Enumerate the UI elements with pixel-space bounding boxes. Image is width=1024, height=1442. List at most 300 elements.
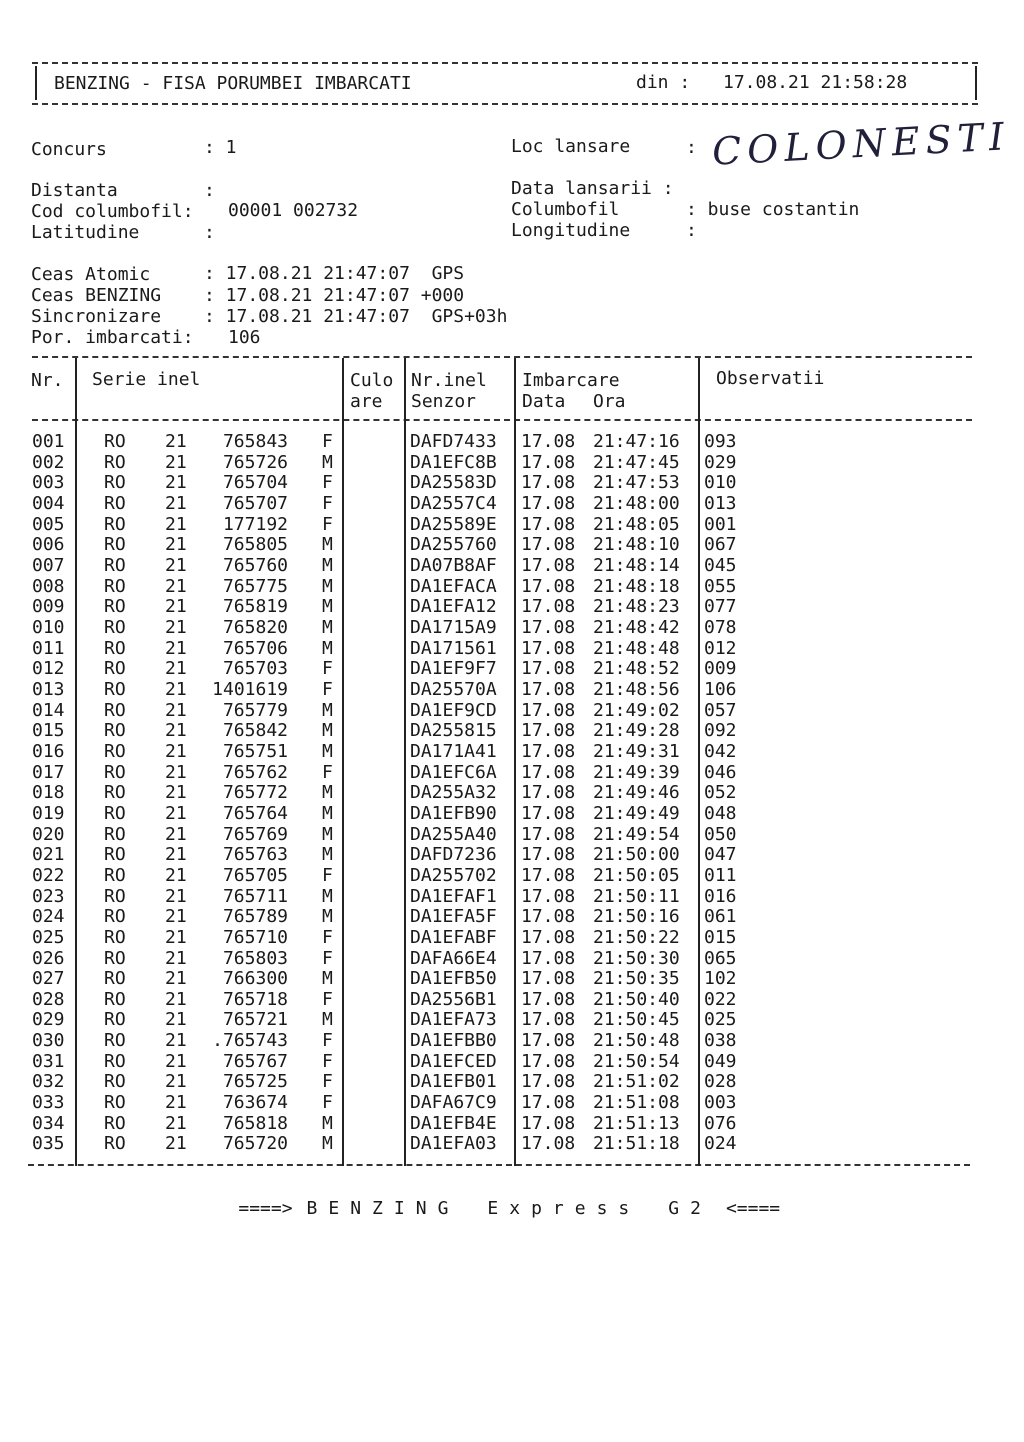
footer-right-arrow: <==== [725,1198,781,1219]
sensor-id: DAFA67C9 [410,1092,497,1114]
cod-label: Cod columbofil: [31,201,194,222]
columbofil-value: : buse costantin [686,199,860,220]
loading-time: 21:51:18 [593,1133,680,1155]
loading-time: 21:51:13 [593,1112,680,1134]
observation: 061 [704,906,737,928]
loading-date: 17.08 [521,431,576,452]
sex: M [322,844,333,866]
row-number: 005 [32,513,65,535]
loading-time: 21:50:45 [593,1009,680,1031]
row-number: 013 [32,678,65,700]
ring-number: 765751 [222,740,288,762]
loading-time: 21:48:48 [593,637,680,659]
ring-country: RO [104,575,126,597]
ring-number: 765763 [222,844,288,866]
ring-country: RO [104,1071,126,1093]
ring-year: 21 [165,1050,187,1072]
ring-year: 21 [165,844,187,866]
ring-year: 21 [165,658,187,680]
loading-date: 17.08 [521,451,576,473]
table-row [0,866,1024,887]
loading-date: 17.08 [521,596,576,618]
ring-country: RO [104,968,126,990]
sincronizare-label: Sincronizare [31,306,162,327]
loading-time: 21:50:35 [593,968,680,990]
sensor-id: DA2556B1 [410,988,497,1010]
sex: M [322,782,333,804]
row-number: 021 [32,844,65,866]
loading-time: 21:47:45 [593,451,680,473]
sensor-id: DA1EFA12 [410,596,497,618]
table-row [0,1052,1024,1073]
row-number: 002 [32,451,65,473]
loading-time: 21:48:18 [593,575,680,597]
loading-time: 21:48:10 [593,534,680,556]
table-row [0,783,1024,804]
observation: 022 [704,988,737,1010]
col-header-nr: Nr. [31,370,64,391]
sensor-id: DA171561 [410,637,497,659]
ring-country: RO [104,906,126,928]
ring-number: 765721 [222,1009,288,1031]
loading-date: 17.08 [521,802,576,824]
table-row [0,473,1024,494]
loading-date: 17.08 [521,575,576,597]
observation: 045 [704,554,737,576]
observation: 049 [704,1050,737,1072]
loading-time: 21:51:02 [593,1071,680,1093]
loading-time: 21:49:49 [593,802,680,824]
ring-country: RO [104,451,126,473]
ring-year: 21 [165,1009,187,1031]
ring-year: 21 [165,1071,187,1093]
sex: M [322,823,333,845]
ring-number: 1401619 [212,678,288,700]
sex: F [322,864,333,886]
sex: M [322,534,333,556]
ring-year: 21 [165,637,187,659]
observation: 092 [704,720,737,742]
ring-country: RO [104,740,126,762]
sensor-id: DA25570A [410,678,497,700]
ring-year: 21 [165,534,187,556]
loading-date: 17.08 [521,823,576,845]
ring-number: 765803 [222,947,288,969]
loading-date: 17.08 [521,678,576,700]
row-number: 025 [32,926,65,948]
table-header-rule [32,419,972,421]
observation: 057 [704,699,737,721]
table-row [0,907,1024,928]
ring-country: RO [104,926,126,948]
row-number: 023 [32,885,65,907]
observation: 015 [704,926,737,948]
loading-date: 17.08 [521,492,576,514]
ring-number: 765764 [222,802,288,824]
ring-country: RO [104,616,126,638]
observation: 003 [704,1092,737,1114]
ring-year: 21 [165,699,187,721]
sensor-id: DA25583D [410,472,497,494]
table-row [0,577,1024,598]
sex: F [322,513,333,535]
loading-time: 21:49:02 [593,699,680,721]
row-number: 001 [32,431,65,452]
loading-date: 17.08 [521,1050,576,1072]
sex: M [322,968,333,990]
loading-date: 17.08 [521,947,576,969]
row-number: 010 [32,616,65,638]
row-number: 030 [32,1030,65,1052]
observation: 048 [704,802,737,824]
table-row [0,680,1024,701]
loading-time: 21:49:46 [593,782,680,804]
observation: 078 [704,616,737,638]
sensor-id: DA255702 [410,864,497,886]
loading-time: 21:48:56 [593,678,680,700]
loading-time: 21:51:08 [593,1092,680,1114]
sex: F [322,947,333,969]
ceas-benzing-value: : 17.08.21 21:47:07 +000 [204,285,465,306]
ring-year: 21 [165,988,187,1010]
col-header-data: Data [522,391,566,412]
sex: F [322,926,333,948]
row-number: 014 [32,699,65,721]
loc-lansare-handwritten: COLONESTI [711,114,1011,174]
table-row [0,453,1024,474]
ring-year: 21 [165,782,187,804]
loading-date: 17.08 [521,782,576,804]
loading-time: 21:47:16 [593,431,680,452]
ring-number: .765743 [212,1030,288,1052]
table-row [0,990,1024,1011]
longitudine-value: : [686,220,697,241]
table-row [0,887,1024,908]
sex: M [322,740,333,762]
loading-date: 17.08 [521,1071,576,1093]
col-header-nr-inel: Nr.inel [411,370,487,391]
ring-number: 765842 [222,720,288,742]
observation: 009 [704,658,737,680]
ring-year: 21 [165,554,187,576]
ring-year: 21 [165,1092,187,1114]
sex: M [322,1133,333,1155]
loading-date: 17.08 [521,658,576,680]
columbofil-label: Columbofil [511,199,620,220]
row-number: 035 [32,1133,65,1155]
row-number: 017 [32,761,65,783]
loading-time: 21:50:00 [593,844,680,866]
ring-number: 766300 [222,968,288,990]
table-row [0,1031,1024,1052]
table-row [0,618,1024,639]
sensor-id: DA1EFCED [410,1050,497,1072]
col-header-culoare-1: Culo [350,370,394,391]
observation: 010 [704,472,737,494]
observation: 052 [704,782,737,804]
loading-time: 21:49:39 [593,761,680,783]
ring-country: RO [104,1112,126,1134]
sex: F [322,472,333,494]
ring-year: 21 [165,472,187,494]
sex: F [322,678,333,700]
sex: F [322,492,333,514]
loading-time: 21:50:16 [593,906,680,928]
col-header-ora: Ora [593,391,626,412]
observation: 011 [704,864,737,886]
row-number: 016 [32,740,65,762]
ring-year: 21 [165,1133,187,1155]
sensor-id: DA1EFC6A [410,761,497,783]
table-row [0,969,1024,990]
footer-brand: BENZING [306,1198,460,1219]
header-left-bar [35,66,37,100]
observation: 102 [704,968,737,990]
loading-time: 21:50:40 [593,988,680,1010]
observation: 050 [704,823,737,845]
table-row [0,659,1024,680]
row-number: 022 [32,864,65,886]
observation: 047 [704,844,737,866]
sensor-id: DA255A32 [410,782,497,804]
sensor-id: DA1EFB4E [410,1112,497,1134]
ring-country: RO [104,720,126,742]
ring-country: RO [104,864,126,886]
row-number: 015 [32,720,65,742]
sex: F [322,1030,333,1052]
loading-time: 21:48:52 [593,658,680,680]
row-number: 031 [32,1050,65,1072]
ring-year: 21 [165,802,187,824]
ring-year: 21 [165,575,187,597]
loc-lansare-label: Loc lansare [511,136,631,157]
sincronizare-value: : 17.08.21 21:47:07 GPS+03h [204,306,508,327]
loading-date: 17.08 [521,844,576,866]
observation: 029 [704,451,737,473]
loading-time: 21:50:48 [593,1030,680,1052]
sensor-id: DA1EFB50 [410,968,497,990]
sensor-id: DA1EFC8B [410,451,497,473]
sensor-id: DAFA66E4 [410,947,497,969]
loading-time: 21:48:42 [593,616,680,638]
sensor-id: DA1EFAF1 [410,885,497,907]
loading-time: 21:48:14 [593,554,680,576]
ring-number: 765818 [222,1112,288,1134]
observation: 077 [704,596,737,618]
ring-country: RO [104,554,126,576]
observation: 028 [704,1071,737,1093]
sensor-id: DA1715A9 [410,616,497,638]
ring-country: RO [104,699,126,721]
row-number: 024 [32,906,65,928]
por-imbarcati-value: 106 [228,327,261,348]
ring-year: 21 [165,431,187,452]
ring-country: RO [104,761,126,783]
ring-number: 765704 [222,472,288,494]
row-number: 006 [32,534,65,556]
ring-number: 765725 [222,1071,288,1093]
row-number: 026 [32,947,65,969]
ring-number: 763674 [222,1092,288,1114]
loading-date: 17.08 [521,926,576,948]
observation: 025 [704,1009,737,1031]
distanta-value: : [204,180,215,201]
col-header-senzor: Senzor [411,391,477,412]
ring-country: RO [104,885,126,907]
distanta-label: Distanta [31,180,118,201]
ring-number: 765710 [222,926,288,948]
sensor-id: DA255815 [410,720,497,742]
ceas-atomic-label: Ceas Atomic [31,264,151,285]
ring-year: 21 [165,823,187,845]
ceas-atomic-value: : 17.08.21 21:47:07 GPS [204,263,465,284]
row-number: 029 [32,1009,65,1031]
table-row [0,432,1024,453]
col-header-culoare-2: are [350,391,383,412]
header-bottom-rule [32,103,978,105]
loading-date: 17.08 [521,472,576,494]
sensor-id: DA1EFA73 [410,1009,497,1031]
sex: M [322,885,333,907]
sensor-id: DA255A40 [410,823,497,845]
table-row [0,928,1024,949]
ring-number: 765769 [222,823,288,845]
footer-brand-line [195,1177,780,1240]
loading-time: 21:50:30 [593,947,680,969]
table-row [0,535,1024,556]
ring-country: RO [104,1133,126,1155]
sensor-id: DA1EFBB0 [410,1030,497,1052]
sex: M [322,1112,333,1134]
observation: 055 [704,575,737,597]
observation: 106 [704,678,737,700]
sex: M [322,596,333,618]
loading-date: 17.08 [521,740,576,762]
table-row [0,1114,1024,1135]
ring-country: RO [104,658,126,680]
row-number: 018 [32,782,65,804]
sensor-id: DA2557C4 [410,492,497,514]
ring-year: 21 [165,451,187,473]
ring-number: 765772 [222,782,288,804]
sex: M [322,1009,333,1031]
ring-number: 765779 [222,699,288,721]
observation: 038 [704,1030,737,1052]
ring-country: RO [104,988,126,1010]
cod-value: 00001 002732 [228,200,359,221]
sex: M [322,906,333,928]
sex: M [322,554,333,576]
loading-date: 17.08 [521,1133,576,1155]
sex: M [322,802,333,824]
sensor-id: DA1EFA03 [410,1133,497,1155]
ring-number: 765819 [222,596,288,618]
loading-time: 21:50:11 [593,885,680,907]
row-number: 019 [32,802,65,824]
observation: 016 [704,885,737,907]
observation: 093 [704,431,737,452]
row-number: 011 [32,637,65,659]
observation: 012 [704,637,737,659]
table-row [0,1093,1024,1114]
sensor-id: DA1EFABF [410,926,497,948]
table-row [0,494,1024,515]
footer-product: Express [487,1198,641,1219]
loading-date: 17.08 [521,988,576,1010]
table-row [0,556,1024,577]
table-row [0,1010,1024,1031]
sex: F [322,1071,333,1093]
latitudine-value: : [204,222,215,243]
table-row [0,597,1024,618]
col-header-serie-inel: Serie inel [92,369,201,390]
table-row [0,845,1024,866]
ring-number: 765843 [222,431,288,452]
ring-country: RO [104,596,126,618]
table-row [0,1134,1024,1155]
ring-year: 21 [165,885,187,907]
row-number: 034 [32,1112,65,1134]
row-number: 008 [32,575,65,597]
sensor-id: DAFD7236 [410,844,497,866]
table-row [0,721,1024,742]
table-bottom-rule [28,1164,970,1166]
ring-number: 765703 [222,658,288,680]
loading-date: 17.08 [521,720,576,742]
ring-country: RO [104,492,126,514]
ring-country: RO [104,637,126,659]
sensor-id: DA07B8AF [410,554,497,576]
row-number: 004 [32,492,65,514]
ring-year: 21 [165,864,187,886]
ring-number: 765705 [222,864,288,886]
ring-country: RO [104,513,126,535]
loading-time: 21:49:54 [593,823,680,845]
table-row [0,804,1024,825]
ring-year: 21 [165,740,187,762]
ring-country: RO [104,1092,126,1114]
loading-date: 17.08 [521,1030,576,1052]
ring-year: 21 [165,906,187,928]
ring-country: RO [104,782,126,804]
observation: 024 [704,1133,737,1155]
loading-date: 17.08 [521,513,576,535]
sex: M [322,699,333,721]
ring-number: 765760 [222,554,288,576]
sensor-id: DA171A41 [410,740,497,762]
concurs-label: Concurs [31,139,107,160]
ring-number: 765767 [222,1050,288,1072]
sex: M [322,451,333,473]
loading-date: 17.08 [521,1112,576,1134]
sensor-id: DA1EFB90 [410,802,497,824]
sensor-id: DA255760 [410,534,497,556]
observation: 067 [704,534,737,556]
loading-date: 17.08 [521,864,576,886]
ceas-benzing-label: Ceas BENZING [31,285,162,306]
ring-year: 21 [165,761,187,783]
sensor-id: DA1EF9CD [410,699,497,721]
header-top-rule [32,62,978,64]
ring-country: RO [104,823,126,845]
ring-number: 765775 [222,575,288,597]
loading-time: 21:50:54 [593,1050,680,1072]
ring-year: 21 [165,968,187,990]
table-row [0,701,1024,722]
row-number: 009 [32,596,65,618]
table-row [0,1072,1024,1093]
sex: F [322,1050,333,1072]
